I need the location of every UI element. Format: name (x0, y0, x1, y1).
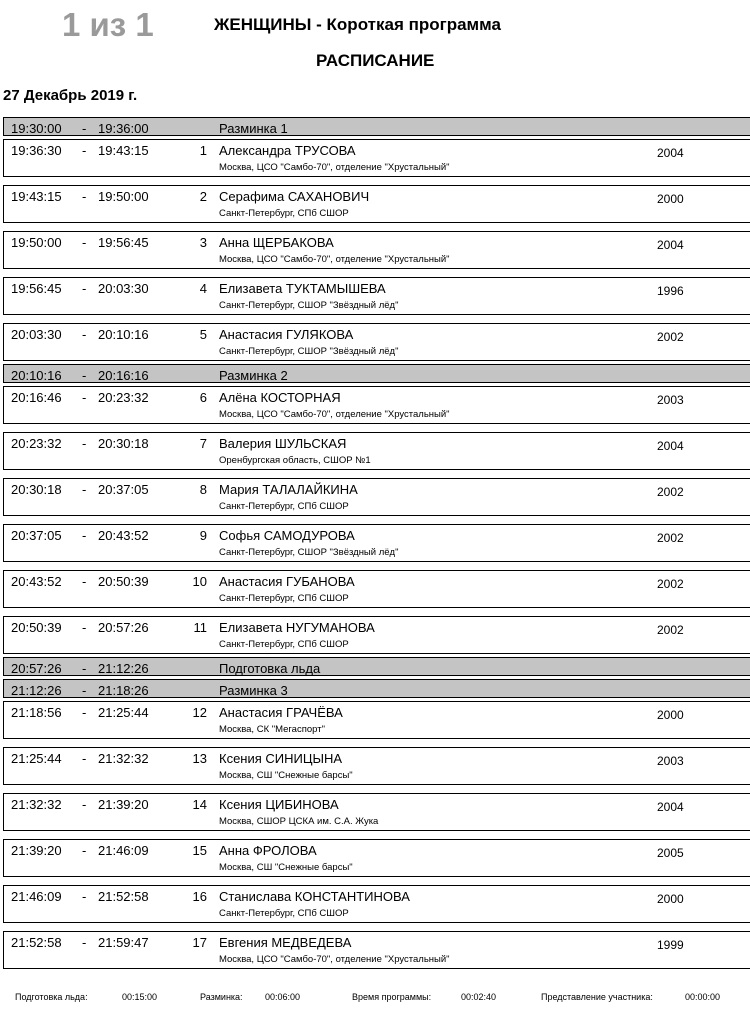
end-time: 19:36:00 (98, 121, 149, 136)
start-time: 20:57:26 (11, 661, 62, 676)
end-time: 21:46:09 (98, 843, 149, 858)
page-indicator: 1 из 1 (62, 6, 154, 43)
skater-club: Москва, ЦСО "Самбо-70", отделение "Хрустальный" (219, 954, 450, 965)
time-separator: - (82, 935, 87, 950)
end-time: 20:23:32 (98, 390, 149, 405)
start-time: 21:25:44 (11, 751, 62, 766)
end-time: 21:59:47 (98, 935, 149, 950)
end-time: 20:10:16 (98, 327, 149, 342)
end-time: 21:12:26 (98, 661, 149, 676)
start-time: 21:12:26 (11, 683, 62, 698)
break-row (3, 117, 750, 136)
skater-row (3, 616, 750, 654)
birth-year: 2002 (657, 531, 684, 545)
break-row (3, 679, 750, 698)
skater-row (3, 277, 750, 315)
event-date: 27 Декабрь 2019 г. (3, 87, 138, 104)
skater-club: Санкт-Петербург, СШОР "Звёздный лёд" (219, 346, 399, 357)
end-time: 20:30:18 (98, 436, 149, 451)
time-separator: - (82, 528, 87, 543)
time-separator: - (82, 751, 87, 766)
time-separator: - (82, 843, 87, 858)
end-time: 19:43:15 (98, 143, 149, 158)
time-separator: - (82, 327, 87, 342)
birth-year: 2002 (657, 623, 684, 637)
skater-name: Серафима САХАНОВИЧ (219, 189, 370, 204)
break-label: Разминка 2 (219, 368, 288, 383)
end-time: 20:57:26 (98, 620, 149, 635)
start-time: 20:23:32 (11, 436, 62, 451)
end-time: 21:18:26 (98, 683, 149, 698)
skater-club: Оренбургская область, СШОР №1 (219, 455, 371, 466)
birth-year: 2003 (657, 393, 684, 407)
skater-name: Анастасия ГУБАНОВА (219, 574, 355, 589)
skater-row (3, 478, 750, 516)
start-time: 19:36:30 (11, 143, 62, 158)
document-subtitle: РАСПИСАНИЕ (316, 51, 435, 70)
end-time: 19:56:45 (98, 235, 149, 250)
break-label: Разминка 1 (219, 121, 288, 136)
skater-name: Анастасия ГУЛЯКОВА (219, 327, 354, 342)
ice-prep-value: 00:15:00 (122, 992, 158, 1002)
time-separator: - (82, 143, 87, 158)
birth-year: 2002 (657, 577, 684, 591)
time-separator: - (82, 620, 87, 635)
skater-club: Москва, ЦСО "Самбо-70", отделение "Хрустальный" (219, 409, 450, 420)
skater-club: Москва, ЦСО "Самбо-70", отделение "Хрустальный" (219, 162, 450, 173)
skater-name: Елизавета НУГУМАНОВА (219, 620, 375, 635)
time-separator: - (82, 281, 87, 296)
skater-row (3, 747, 750, 785)
time-separator: - (82, 889, 87, 904)
end-time: 19:50:00 (98, 189, 149, 204)
start-number: 13 (192, 751, 207, 766)
start-number: 8 (199, 482, 207, 497)
break-label: Разминка 3 (219, 683, 288, 698)
start-number: 9 (199, 528, 207, 543)
skater-club: Санкт-Петербург, СПб СШОР (219, 501, 349, 512)
end-time: 21:32:32 (98, 751, 149, 766)
skater-name: Мария ТАЛАЛАЙКИНА (219, 482, 358, 497)
start-number: 15 (192, 843, 207, 858)
start-time: 21:39:20 (11, 843, 62, 858)
birth-year: 2000 (657, 892, 684, 906)
skater-club: Санкт-Петербург, СШОР "Звёздный лёд" (219, 300, 399, 311)
birth-year: 1999 (657, 938, 684, 952)
end-time: 20:43:52 (98, 528, 149, 543)
break-row (3, 657, 750, 676)
end-time: 20:37:05 (98, 482, 149, 497)
skater-row (3, 885, 750, 923)
skater-name: Ксения СИНИЦЫНА (219, 751, 343, 766)
birth-year: 2002 (657, 485, 684, 499)
document-title: ЖЕНЩИНЫ - Короткая программа (214, 15, 501, 34)
birth-year: 1996 (657, 284, 684, 298)
skater-club: Санкт-Петербург, СПб СШОР (219, 208, 349, 219)
warmup-value: 00:06:00 (265, 992, 301, 1002)
start-number: 12 (192, 705, 207, 720)
start-number: 17 (192, 935, 207, 950)
time-separator: - (82, 482, 87, 497)
skater-club: Санкт-Петербург, СПб СШОР (219, 639, 349, 650)
start-time: 20:10:16 (11, 368, 62, 383)
warmup-label: Разминка: (200, 992, 243, 1002)
skater-name: Алёна КОСТОРНАЯ (219, 390, 341, 405)
start-number: 1 (199, 143, 207, 158)
time-separator: - (82, 121, 87, 136)
skater-name: Валерия ШУЛЬСКАЯ (219, 436, 347, 451)
break-label: Подготовка льда (219, 661, 321, 676)
start-time: 19:50:00 (11, 235, 62, 250)
end-time: 20:16:16 (98, 368, 149, 383)
start-number: 4 (199, 281, 207, 296)
skater-row (3, 323, 750, 361)
birth-year: 2004 (657, 146, 684, 160)
start-number: 7 (199, 436, 207, 451)
time-separator: - (82, 574, 87, 589)
birth-year: 2000 (657, 192, 684, 206)
start-time: 21:18:56 (11, 705, 62, 720)
skater-name: Анастасия ГРАЧЁВА (219, 705, 343, 720)
end-time: 21:25:44 (98, 705, 149, 720)
time-separator: - (82, 368, 87, 383)
birth-year: 2002 (657, 330, 684, 344)
program-time-label: Время программы: (352, 992, 432, 1002)
skater-club: Москва, СК "Мегаспорт" (219, 724, 325, 735)
skater-name: Анна ФРОЛОВА (219, 843, 317, 858)
birth-year: 2005 (657, 846, 684, 860)
start-number: 6 (199, 390, 207, 405)
skater-name: Софья САМОДУРОВА (219, 528, 355, 543)
birth-year: 2000 (657, 708, 684, 722)
end-time: 20:03:30 (98, 281, 149, 296)
skater-row (3, 793, 750, 831)
skater-club: Москва, СШ "Снежные барсы" (219, 770, 353, 781)
skater-name: Анна ЩЕРБАКОВА (219, 235, 334, 250)
start-time: 21:32:32 (11, 797, 62, 812)
skater-club: Санкт-Петербург, СПб СШОР (219, 593, 349, 604)
birth-year: 2004 (657, 439, 684, 453)
program-time-value: 00:02:40 (461, 992, 497, 1002)
start-time: 19:56:45 (11, 281, 62, 296)
time-separator: - (82, 705, 87, 720)
schedule-list (3, 117, 750, 969)
skater-row (3, 931, 750, 969)
birth-year: 2004 (657, 800, 684, 814)
start-time: 19:43:15 (11, 189, 62, 204)
skater-name: Станислава КОНСТАНТИНОВА (219, 889, 410, 904)
end-time: 21:52:58 (98, 889, 149, 904)
intro-value: 00:00:00 (685, 992, 721, 1002)
skater-row (3, 570, 750, 608)
start-number: 2 (199, 189, 207, 204)
start-time: 20:43:52 (11, 574, 62, 589)
time-separator: - (82, 189, 87, 204)
end-time: 20:50:39 (98, 574, 149, 589)
start-time: 21:52:58 (11, 935, 62, 950)
skater-row (3, 432, 750, 470)
break-row (3, 364, 750, 383)
start-time: 20:37:05 (11, 528, 62, 543)
skater-name: Елизавета ТУКТАМЫШЕВА (219, 281, 386, 296)
skater-name: Евгения МЕДВЕДЕВА (219, 935, 352, 950)
start-time: 20:30:18 (11, 482, 62, 497)
start-number: 5 (199, 327, 207, 342)
time-separator: - (82, 235, 87, 250)
start-number: 10 (192, 574, 207, 589)
start-time: 20:50:39 (11, 620, 62, 635)
skater-club: Москва, СШОР ЦСКА им. С.А. Жука (219, 816, 379, 827)
start-time: 19:30:00 (11, 121, 62, 136)
start-number: 11 (193, 620, 207, 635)
skater-club: Санкт-Петербург, СПб СШОР (219, 908, 349, 919)
skater-row (3, 231, 750, 269)
start-number: 16 (192, 889, 207, 904)
time-separator: - (82, 683, 87, 698)
time-separator: - (82, 797, 87, 812)
birth-year: 2003 (657, 754, 684, 768)
skater-row (3, 185, 750, 223)
end-time: 21:39:20 (98, 797, 149, 812)
skater-name: Александра ТРУСОВА (219, 143, 356, 158)
intro-label: Представление участника: (541, 992, 653, 1002)
start-time: 21:46:09 (11, 889, 62, 904)
skater-club: Санкт-Петербург, СШОР "Звёздный лёд" (219, 547, 399, 558)
start-number: 14 (192, 797, 207, 812)
skater-row (3, 701, 750, 739)
start-time: 20:03:30 (11, 327, 62, 342)
skater-row (3, 386, 750, 424)
time-separator: - (82, 390, 87, 405)
start-number: 3 (199, 235, 207, 250)
birth-year: 2004 (657, 238, 684, 252)
skater-club: Москва, СШ "Снежные барсы" (219, 862, 353, 873)
time-separator: - (82, 661, 87, 676)
skater-row (3, 524, 750, 562)
skater-row (3, 839, 750, 877)
time-separator: - (82, 436, 87, 451)
ice-prep-label: Подготовка льда: (15, 992, 88, 1002)
start-time: 20:16:46 (11, 390, 62, 405)
skater-name: Ксения ЦИБИНОВА (219, 797, 339, 812)
skater-club: Москва, ЦСО "Самбо-70", отделение "Хрустальный" (219, 254, 450, 265)
skater-row (3, 139, 750, 177)
